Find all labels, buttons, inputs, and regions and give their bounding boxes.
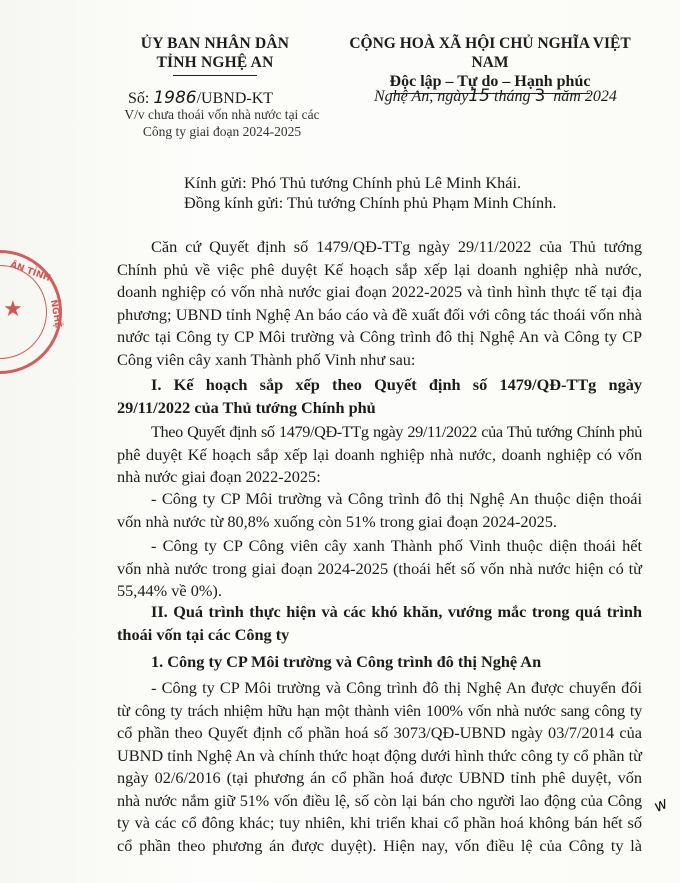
national-header xyxy=(330,34,650,94)
date-prefix: Nghệ An, ngày xyxy=(374,88,469,105)
text-line: phương; UBND tỉnh Nghệ An báo cáo và đề xuất đối với công tác thoái vốn nhà xyxy=(117,304,642,324)
heading-line: 1. Công ty CP Môi trường và Công trình đô thị Nghệ An xyxy=(151,652,542,671)
text-line: Căn cứ Quyết định số 1479/QĐ-TTg ngày 29/11/2022 của Thủ tướng xyxy=(151,237,642,256)
org-name-line1: ỦY BAN NHÂN DÂN xyxy=(140,35,290,52)
intro-paragraph xyxy=(117,236,642,371)
seal-text-top: ÂN TỈNH xyxy=(8,260,52,284)
bullet-2 xyxy=(117,535,642,603)
subsection-1-heading xyxy=(117,651,642,674)
text-line: vốn nhà nước từ 80,8% xuống còn 51% trong giai đoạn 2024-2025. xyxy=(117,511,558,531)
document-number xyxy=(128,88,273,108)
heading-line: 29/11/2022 của Thủ tướng Chính phủ xyxy=(117,397,376,417)
text-line: ty và các cổ đông khác; tuy nhiên, khi triển khai cổ phần hoá không bán hết số xyxy=(117,813,642,832)
document-subject xyxy=(102,106,342,140)
national-motto: Độc lập – Tự do – Hạnh phúc xyxy=(390,72,591,94)
text-line: cổ phần theo Quyết định cổ phần hoá số 3073/QĐ-UBND ngày 03/7/2014 của xyxy=(117,723,642,742)
section-1-heading xyxy=(117,374,642,419)
text-line: - Công ty CP Môi trường và Công trình đô thị Nghệ An được chuyển đổi xyxy=(151,678,642,697)
text-line: ngày 02/6/2016 (tại phương án cổ phần hoá được UBND tỉnh phê duyệt, vốn xyxy=(117,768,642,787)
doc-number-handwritten: 1986 xyxy=(153,88,197,108)
date-year: năm 2024 xyxy=(553,88,617,105)
date-month: 3 xyxy=(534,86,546,106)
heading-line: I. Kế hoạch sắp xếp theo Quyết định số 1479/QĐ-TTg ngày xyxy=(151,375,642,394)
text-line: nước tại Công ty CP Môi trường và Công trình đô thị Nghệ An và Công ty CP xyxy=(117,327,642,346)
recipient-primary: Kính gửi: Phó Thủ tướng Chính phủ Lê Minh Khái. xyxy=(184,173,522,192)
text-line: nhà nước giai đoạn 2022-2025: xyxy=(117,467,321,486)
doc-number-suffix: /UBND-KT xyxy=(196,90,274,107)
official-seal xyxy=(0,250,62,374)
text-line: 55,44% về 0%). xyxy=(117,581,222,600)
text-line: nhà nước nắm giữ 51% vốn điều lệ, số còn lại bán cho người lao động của Công xyxy=(117,790,642,810)
text-line: Theo Quyết định số 1479/QĐ-TTg ngày 29/11/2022 của Thủ tướng Chính phủ xyxy=(151,422,642,441)
text-line: phê duyệt Kế hoạch sắp xếp lại doanh nghiệp nhà nước, doanh nghiệp có vốn xyxy=(117,444,642,464)
bullet-1 xyxy=(117,488,642,533)
org-underline xyxy=(173,75,257,76)
text-line: - Công ty CP Môi trường và Công trình đô thị Nghệ An thuộc diện thoái xyxy=(151,489,642,508)
recipient-cc: Đồng kính gửi: Thủ tướng Chính phủ Phạm Minh Chính. xyxy=(184,193,557,212)
text-line: - Công ty CP Công viên cây xanh Thành phố Vinh thuộc diện thoái hết xyxy=(151,536,642,555)
text-line: Công viên cây xanh Thành phố Vinh như sau: xyxy=(117,349,416,369)
handwritten-initial: w xyxy=(650,793,671,816)
subject-line1: V/v chưa thoái vốn nhà nước tại các xyxy=(124,107,320,122)
text-line: UBND tỉnh Nghệ An và chính thức hoạt động dưới hình thức công ty cổ phần từ xyxy=(117,745,642,765)
issuing-authority xyxy=(108,34,322,76)
doc-number-prefix: Số: xyxy=(128,90,150,107)
seal-text-side: NGHỆ xyxy=(47,299,63,329)
section-2-heading xyxy=(117,601,642,646)
date-month-label: tháng xyxy=(494,88,531,105)
subsection-1-paragraph xyxy=(117,677,642,857)
nation-title: CỘNG HOÀ XÃ HỘI CHỦ NGHĨA VIỆT NAM xyxy=(349,35,631,71)
heading-line: thoái vốn tại các Công ty xyxy=(117,624,290,644)
section-1-paragraph xyxy=(117,421,642,489)
org-name-line2: TỈNH NGHỆ AN xyxy=(156,54,274,71)
issue-date xyxy=(374,86,617,106)
text-line: Chính phủ về việc phê duyệt Kế hoạch sắp xếp lại doanh nghiệp nhà nước, xyxy=(117,259,642,279)
text-line: doanh nghiệp có vốn nhà nước giai đoạn 2022-2025 và tình hình thực tế tại địa xyxy=(117,282,642,301)
text-line: vốn nhà nước trong giai đoạn 2024-2025 (thoái hết số vốn nhà nước hiện có từ xyxy=(117,558,642,578)
subject-line2: Công ty giai đoạn 2024-2025 xyxy=(142,124,302,139)
text-line: cổ phần theo phương án được duyệt). Hiện nay, vốn điều lệ của Công ty là xyxy=(117,835,642,855)
text-line: từ công ty trách nhiệm hữu hạn một thành viên 100% vốn nhà nước sang công ty xyxy=(117,700,642,720)
heading-line: II. Quá trình thực hiện và các khó khăn, vướng mắc trong quá trình xyxy=(151,602,642,621)
star-icon: ★ xyxy=(3,297,23,322)
date-day: 15 xyxy=(468,86,490,106)
